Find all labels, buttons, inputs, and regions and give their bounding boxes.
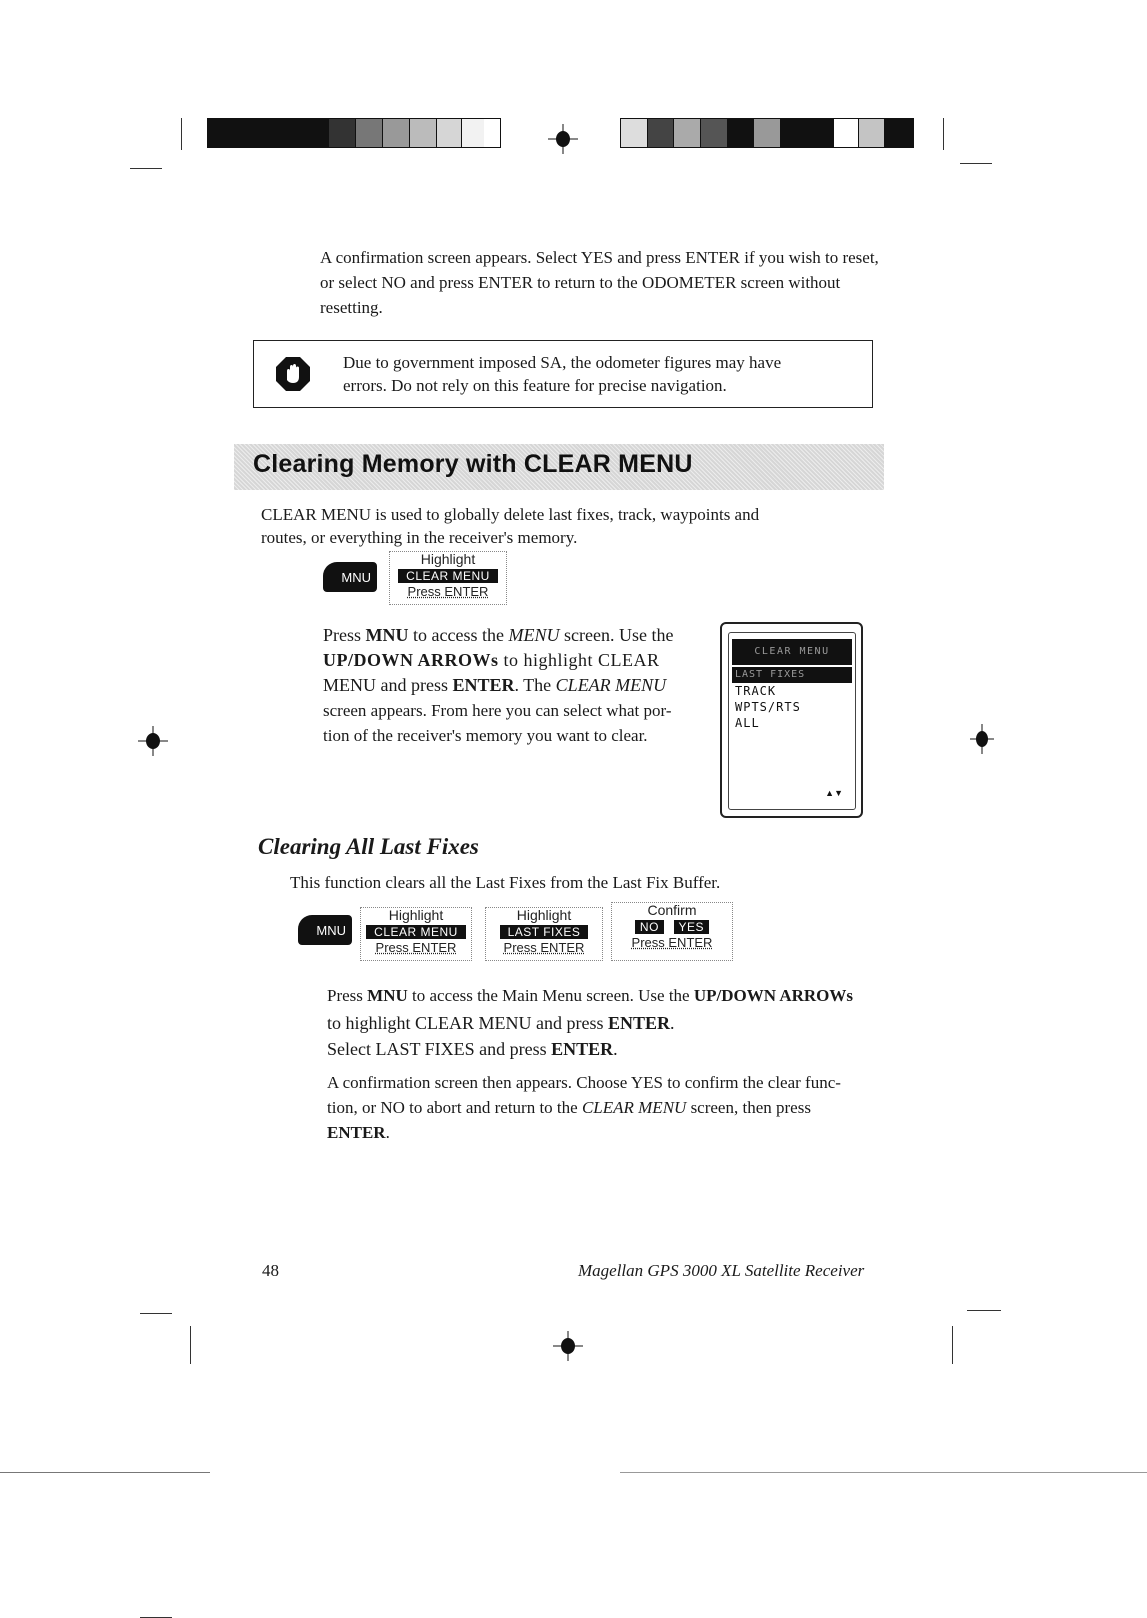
lcd-item-wpts-rts: WPTS/RTS [735, 700, 801, 714]
bottom-rule [620, 1472, 1147, 1473]
subsection-title: Clearing All Last Fixes [258, 834, 479, 859]
crop-mark [952, 1326, 953, 1364]
step-label: Confirm [647, 902, 697, 918]
registration-mark-icon [138, 724, 168, 758]
step-highlight-last-fixes [485, 907, 603, 961]
intro-paragraph: A confirmation screen appears. Select YES and press ENTER if you wish to reset, or select NO and press ENTER to return to the ODOMETER screen without resetting. [320, 248, 879, 317]
crop-mark [960, 163, 992, 164]
step-instructions-2: Select LAST FIXES and press ENTER. [327, 1039, 618, 1059]
section-intro-line-1: CLEAR MENU is used to globally delete last fixes, track, waypoints and [261, 505, 760, 524]
subsection-description: This function clears all the Last Fixes from the Last Fix Buffer. [290, 873, 721, 892]
step-confirm [611, 902, 733, 961]
lcd-item-last-fixes: LAST FIXES [732, 667, 852, 683]
lcd-menu-list [732, 667, 852, 731]
step-instructions-3: A confirmation screen then appears. Choose YES to confirm the clear func- tion, or NO to abort and return to the CLEAR MENU screen, then press ENTER. [327, 1073, 841, 1142]
mnu-key: MNU [323, 562, 377, 592]
registration-mark-icon [970, 722, 994, 756]
mnu-key: MNU [298, 915, 352, 945]
access-paragraph: Press MNU to access the MENU screen. Use the UP/DOWN ARROWs to highlight CLEAR MENU and press ENTER. The CLEAR MENU screen appears. From here you can select what por- tion of the receiver's memory you want to clear. [323, 625, 674, 745]
calibration-bar-left [207, 118, 501, 148]
note-line-2: errors. Do not rely on this feature for precise navigation. [343, 376, 727, 395]
step-action: Press ENTER [375, 940, 457, 955]
step-label: Highlight [516, 907, 572, 923]
section-title: Clearing Memory with CLEAR MENU [253, 450, 693, 478]
registration-mark-icon [548, 122, 578, 156]
scroll-arrows-icon: ▲▼ [825, 788, 843, 798]
bottom-rule [0, 1472, 210, 1473]
step-action: Press ENTER [407, 584, 489, 599]
lcd-item-track: TRACK [735, 684, 777, 698]
lcd-display [728, 632, 856, 810]
calibration-bar-right [620, 118, 914, 148]
step-highlight-clear-menu [360, 907, 472, 961]
step-action: Press ENTER [631, 935, 713, 950]
running-footer-title: Magellan GPS 3000 XL Satellite Receiver [578, 1261, 865, 1280]
lcd-clear-menu-screen [720, 622, 863, 818]
crop-mark [140, 1313, 172, 1314]
step-highlight-clear-menu [389, 551, 507, 605]
step-action: Press ENTER [503, 940, 585, 955]
page-number: 48 [262, 1261, 279, 1280]
registration-mark-icon [553, 1329, 583, 1363]
step-option-yes: YES [674, 920, 710, 934]
crop-mark [967, 1310, 1001, 1311]
crop-mark [190, 1326, 191, 1364]
step-value: CLEAR MENU [366, 925, 466, 939]
note-line-1: Due to government imposed SA, the odometer figures may have [343, 353, 782, 372]
step-option-no: NO [635, 920, 664, 934]
crop-mark [943, 118, 944, 150]
step-label: Highlight [388, 907, 444, 923]
section-intro-line-2: routes, or everything in the receiver's memory. [261, 528, 578, 547]
crop-mark [181, 118, 182, 150]
stop-hand-icon [275, 356, 311, 392]
lcd-item-all: ALL [735, 716, 760, 730]
step-instructions-1: Press MNU to access the Main Menu screen. Use the UP/DOWN ARROWs to highlight CLEAR MENU and press ENTER. [327, 986, 853, 1033]
step-value: CLEAR MENU [398, 569, 498, 583]
lcd-title: CLEAR MENU [732, 639, 852, 665]
step-value: LAST FIXES [500, 925, 589, 939]
step-label: Highlight [420, 551, 476, 567]
crop-mark [130, 168, 162, 169]
